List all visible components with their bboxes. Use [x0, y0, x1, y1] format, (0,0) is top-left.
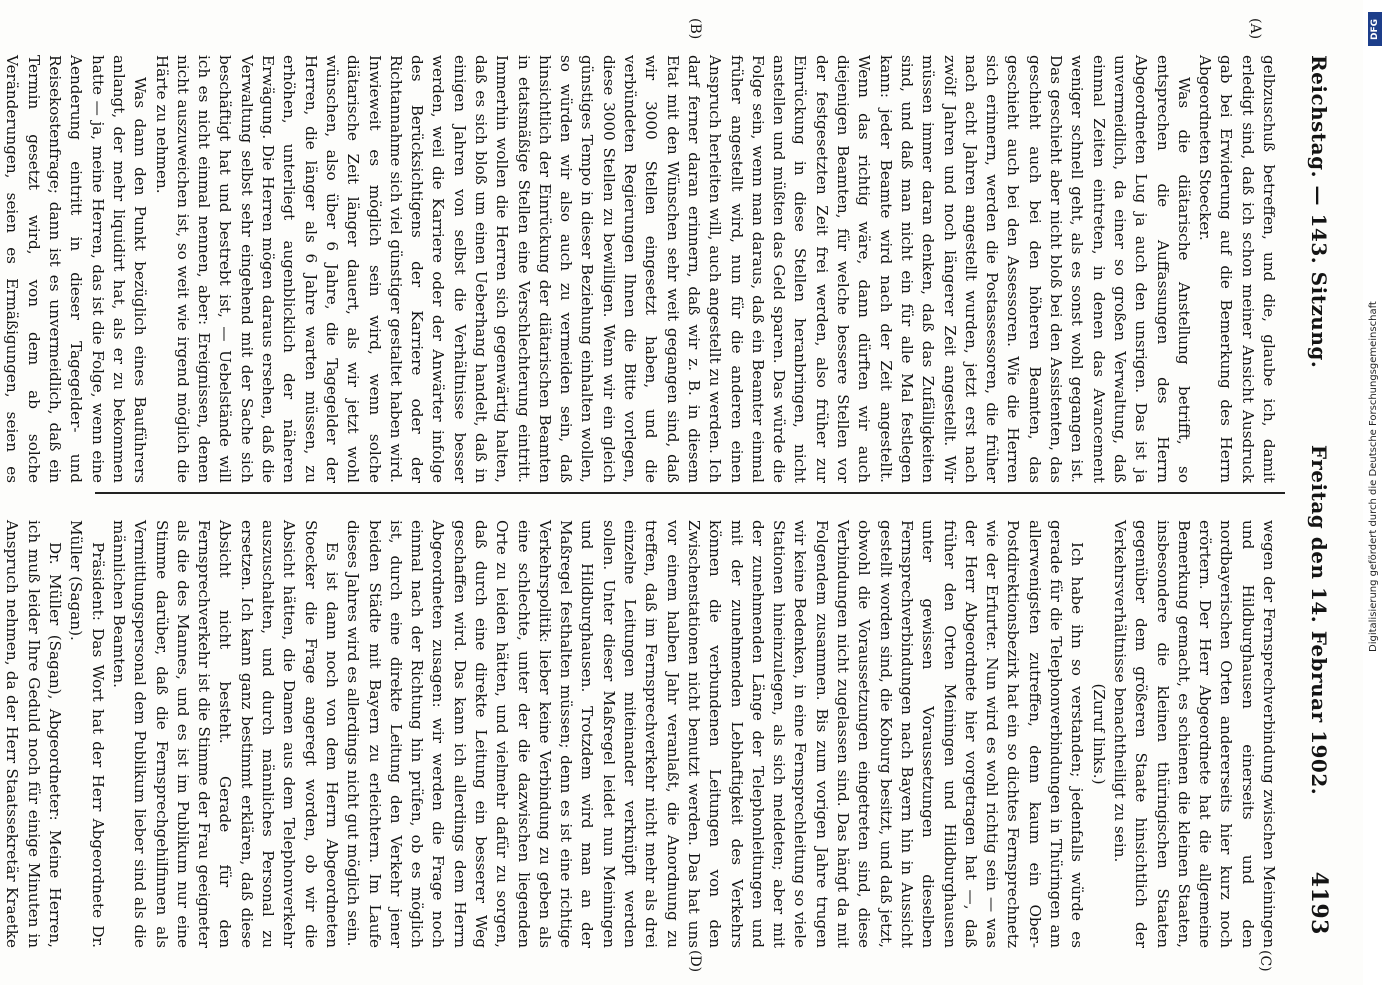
- paragraph: Ich habe ihn so verstanden; jedenfalls würde es gerade für die Telephonverbindungen in Thüringen am allerwenigsten zutreffen, denn kaum ein Ober-Postdirektionsbezirk hat ein so dichtes Fernsprechnetz wie der Erfurter. Nun wird es wohl richtig sein — was der Herr Abgeordnete hier vorgetragen hat —, daß früher den Orten Meiningen und Hildburghausen unter gewissen Voraussetzungen dieselben Fernsprechverbindungen nach Bayern hin in Aussicht gestellt worden sind, die Koburg besitzt, und daß jetzt, obwohl die Voraussetzungen eingetreten sind, diese Verbindungen nicht zugelassen sind. Das hängt da mit Folgendem zusammen. Bis zum vorigen Jahre trugen wir keine Bedenken, in eine Fernsprechleitung so viele Stationen hineinzulegen, als sich meldeten; aber mit der zunehmenden Länge der Telephonleitungen und mit der zunehmenden Lebhaftigkeit des Verkehrs können die verbundenen Leitungen von den Zwischenstationen nicht benutzt werden. Das hat uns vor einem halben Jahr veranlaßt, die Anordnung zu treffen, daß im Fernsprechverkehr nicht mehr als drei einzelne Leitungen miteinander verknüpft werden sollen. Unter dieser Maßregel leidet nun Meiningen und Hildburghausen. Trotzdem wird man an der Maßregel festhalten müssen; denn es ist eine richtige Verkehrspolitik: lieber keine Verbindung zu geben als eine schlechte, unter der die dazwischen liegenden Orte zu leiden hätten, und vielmehr dafür zu sorgen, daß durch eine direkte Leitung ein besserer Weg geschaffen wird. Das kann ich allerdings dem Herrn Abgeordneten zusagen: wir werden die Frage noch einmal nach der Richtung hin prüfen, ob es möglich ist, durch eine direkte Leitung den Verkehr jener beiden Städte mit Bayern zu erleichtern. Im Laufe dieses Jahres wird es allerdings nicht gut möglich sein.: [344, 520, 1087, 948]
- margin-mark-c: (C): [1257, 950, 1273, 972]
- paragraph: wegen der Fernsprechverbindung zwischen Meiningen und Hildburghausen einerseits und den nordbayerischen Orten andererseits hier kurz noch erörtern. Der Herr Abgeordnete hat die allgemeine Bemerkung gemacht, es schienen die kleinen Staaten, insbesondere die kleinen thüringischen Staaten gegenüber dem größeren Staate hinsichtlich der Verkehrsverhältnisse benachtheiligt zu sein.: [1110, 520, 1278, 948]
- interjection: (Zuruf links.): [1089, 683, 1108, 785]
- left-column: [3, 55, 1279, 483]
- page-header: [1289, 55, 1349, 935]
- paragraph: Dr. Müller (Sagan), Abgeordneter: Meine Herren, ich muß leider Ihre Geduld noch für einige Minuten in Anspruch nehmen, da der Herr Staatssekretär Kraetke: [3, 520, 65, 948]
- margin-mark-a: (A): [1247, 18, 1263, 40]
- page-number: 4193: [1306, 871, 1332, 935]
- header-session: Reichstag. — 143. Sitzung.: [1307, 55, 1331, 369]
- dfg-logo-icon: DFG: [1368, 12, 1382, 46]
- margin-mark-d: (D): [687, 950, 703, 973]
- paragraph: Präsident: Das Wort hat der Herr Abgeordnete Dr. Müller (Sagan).: [67, 520, 107, 948]
- digitization-text: Digitalisierung gefördert durch die Deutsche Forschungsgemeinschaft: [1368, 301, 1379, 652]
- header-date: Freitag den 14. Februar 1902.: [1307, 444, 1331, 796]
- column-divider: [95, 492, 1285, 494]
- margin-mark-b: (B): [687, 18, 703, 40]
- paragraph: gelbzuschuß betreffen, und die, glaube ich, damit erledigt sind, daß ich schon meiner Ansicht Ausdruck gab bei Erwiderung auf die Bemerkung des Herrn Abgeordneten Stoecker.: [1196, 55, 1278, 483]
- digitization-credit: [1363, 0, 1383, 1000]
- right-column: [3, 520, 1279, 948]
- paragraph: Es ist dann noch von dem Herrn Abgeordneten Stoecker die Frage angeregt worden, ob wir die Absicht hätten, die Damen aus dem Telephonverkehr auszuschalten, und durch männliches Personal zu ersetzen. Ich kann ganz bestimmt erklären, daß diese Absicht nicht besteht. Gerade für den Fernsprechverkehr ist die Stimme der Frau geeigneter als die des Mannes, und es ist im Publikum nur eine Stimme darüber, daß die Fernsprechgehilfinnen als Vermittlungspersonal dem Publikum lieber sind als die männlichen Beamten.: [109, 520, 341, 948]
- paragraph: Was dann den Punkt bezüglich eines Bauführers anlangt, der mehr liquidirt hat, als er zu bekommen hatte — ja, meine Herren, das ist die Folge, wenn eine Aenderung eintritt in dieser Tagegelder- und Reisekostenfrage; dann ist es unvermeidlich, daß ein Termin gesetzt wird, von dem ab solche Veränderungen, seien es Ermäßigungen, seien es: [3, 55, 150, 483]
- paragraph: Was die diätarische Anstellung betrifft, so entsprechen die Auffassungen des Herrn Abgeordneten Lug ja auch den unsrigen. Das ist ja unvermeidlich, da einer so großen Verwaltung, daß einmal Zeiten eintreten, in denen das Avancement weniger schnell geht, als es sonst wohl gegangen ist. Das geschieht aber nicht bloß bei den Assistenten, das geschieht auch bei den höheren Beamten, das geschieht auch bei den Assessoren. Wie die Herren sich erinnern, werden die Postassessoren, die früher nach acht Jahren angestellt wurden, jetzt erst nach zwölf Jahren und noch längerer Zeit angestellt. Wir müssen immer daran denken, daß das Zufälligkeiten sind, und daß man nicht ein für alle Mal festlegen kann: jeder Beamte wird nach der Zeit angestellt. Wenn das richtig wäre, dann dürften wir auch diejenigen Beamten, für welche bessere Stellen vor der festgesetzten Zeit frei werden, also früher zur Einrückung in diese Stellen heranbringen, nicht anstellen und müßten das Geld sparen. Das würde die Folge sein, wenn man daraus, daß ein Beamter einmal früher angestellt wird, nun für die anderen einen Anspruch herleiten will, auch angestellt zu werden. Ich darf ferner daran erinnern, daß wir z. B. in diesem Etat mit den Wünschen sehr weit gegangen sind, daß wir 3000 Stellen eingesetzt haben, und die verbündeten Regierungen Ihnen die Bitte vorlegen, diese 3000 Stellen zu bewilligen. Wenn wir ein gleich günstiges Tempo in dieser Beziehung einhalten wollen, so würden wir also auch zu vermeiden sein, daß hinsichtlich der Einrückung der diätarischen Beamten in etatsmäßige Stellen eine Verschlechterung eintritt. Immerhin wollen die Herren sich gegenwärtig halten, daß es sich bloß um einen Ueberhang handelt, daß in einigen Jahren von selbst die Verhältnisse besser werden, weil die Karriere oder der Anwärter infolge des Berücksichtigens der Karriere oder der Richtannahme sich viel günstiger gestaltet haben wird. Inwieweit es möglich sein wird, wenn solche diätarische Zeit länger dauert, als wir jetzt wohl wünschen, also über 6 Jahre, die Tagegelder der Herren, die länger als 6 Jahre warten müssen, zu erhöhen, unterliegt augenblicklich der näheren Erwägung. Die Herren mögen daraus ersehen, daß die Verwaltung selbst sehr eingehend mit der Sache sich beschäftigt hat und bestrebt ist, — Uebelstände will ich es nicht einmal nennen, aber: Ereignissen, denen nicht auszuweichen ist, so weit wie irgend möglich die Härte zu nehmen.: [152, 55, 1193, 483]
